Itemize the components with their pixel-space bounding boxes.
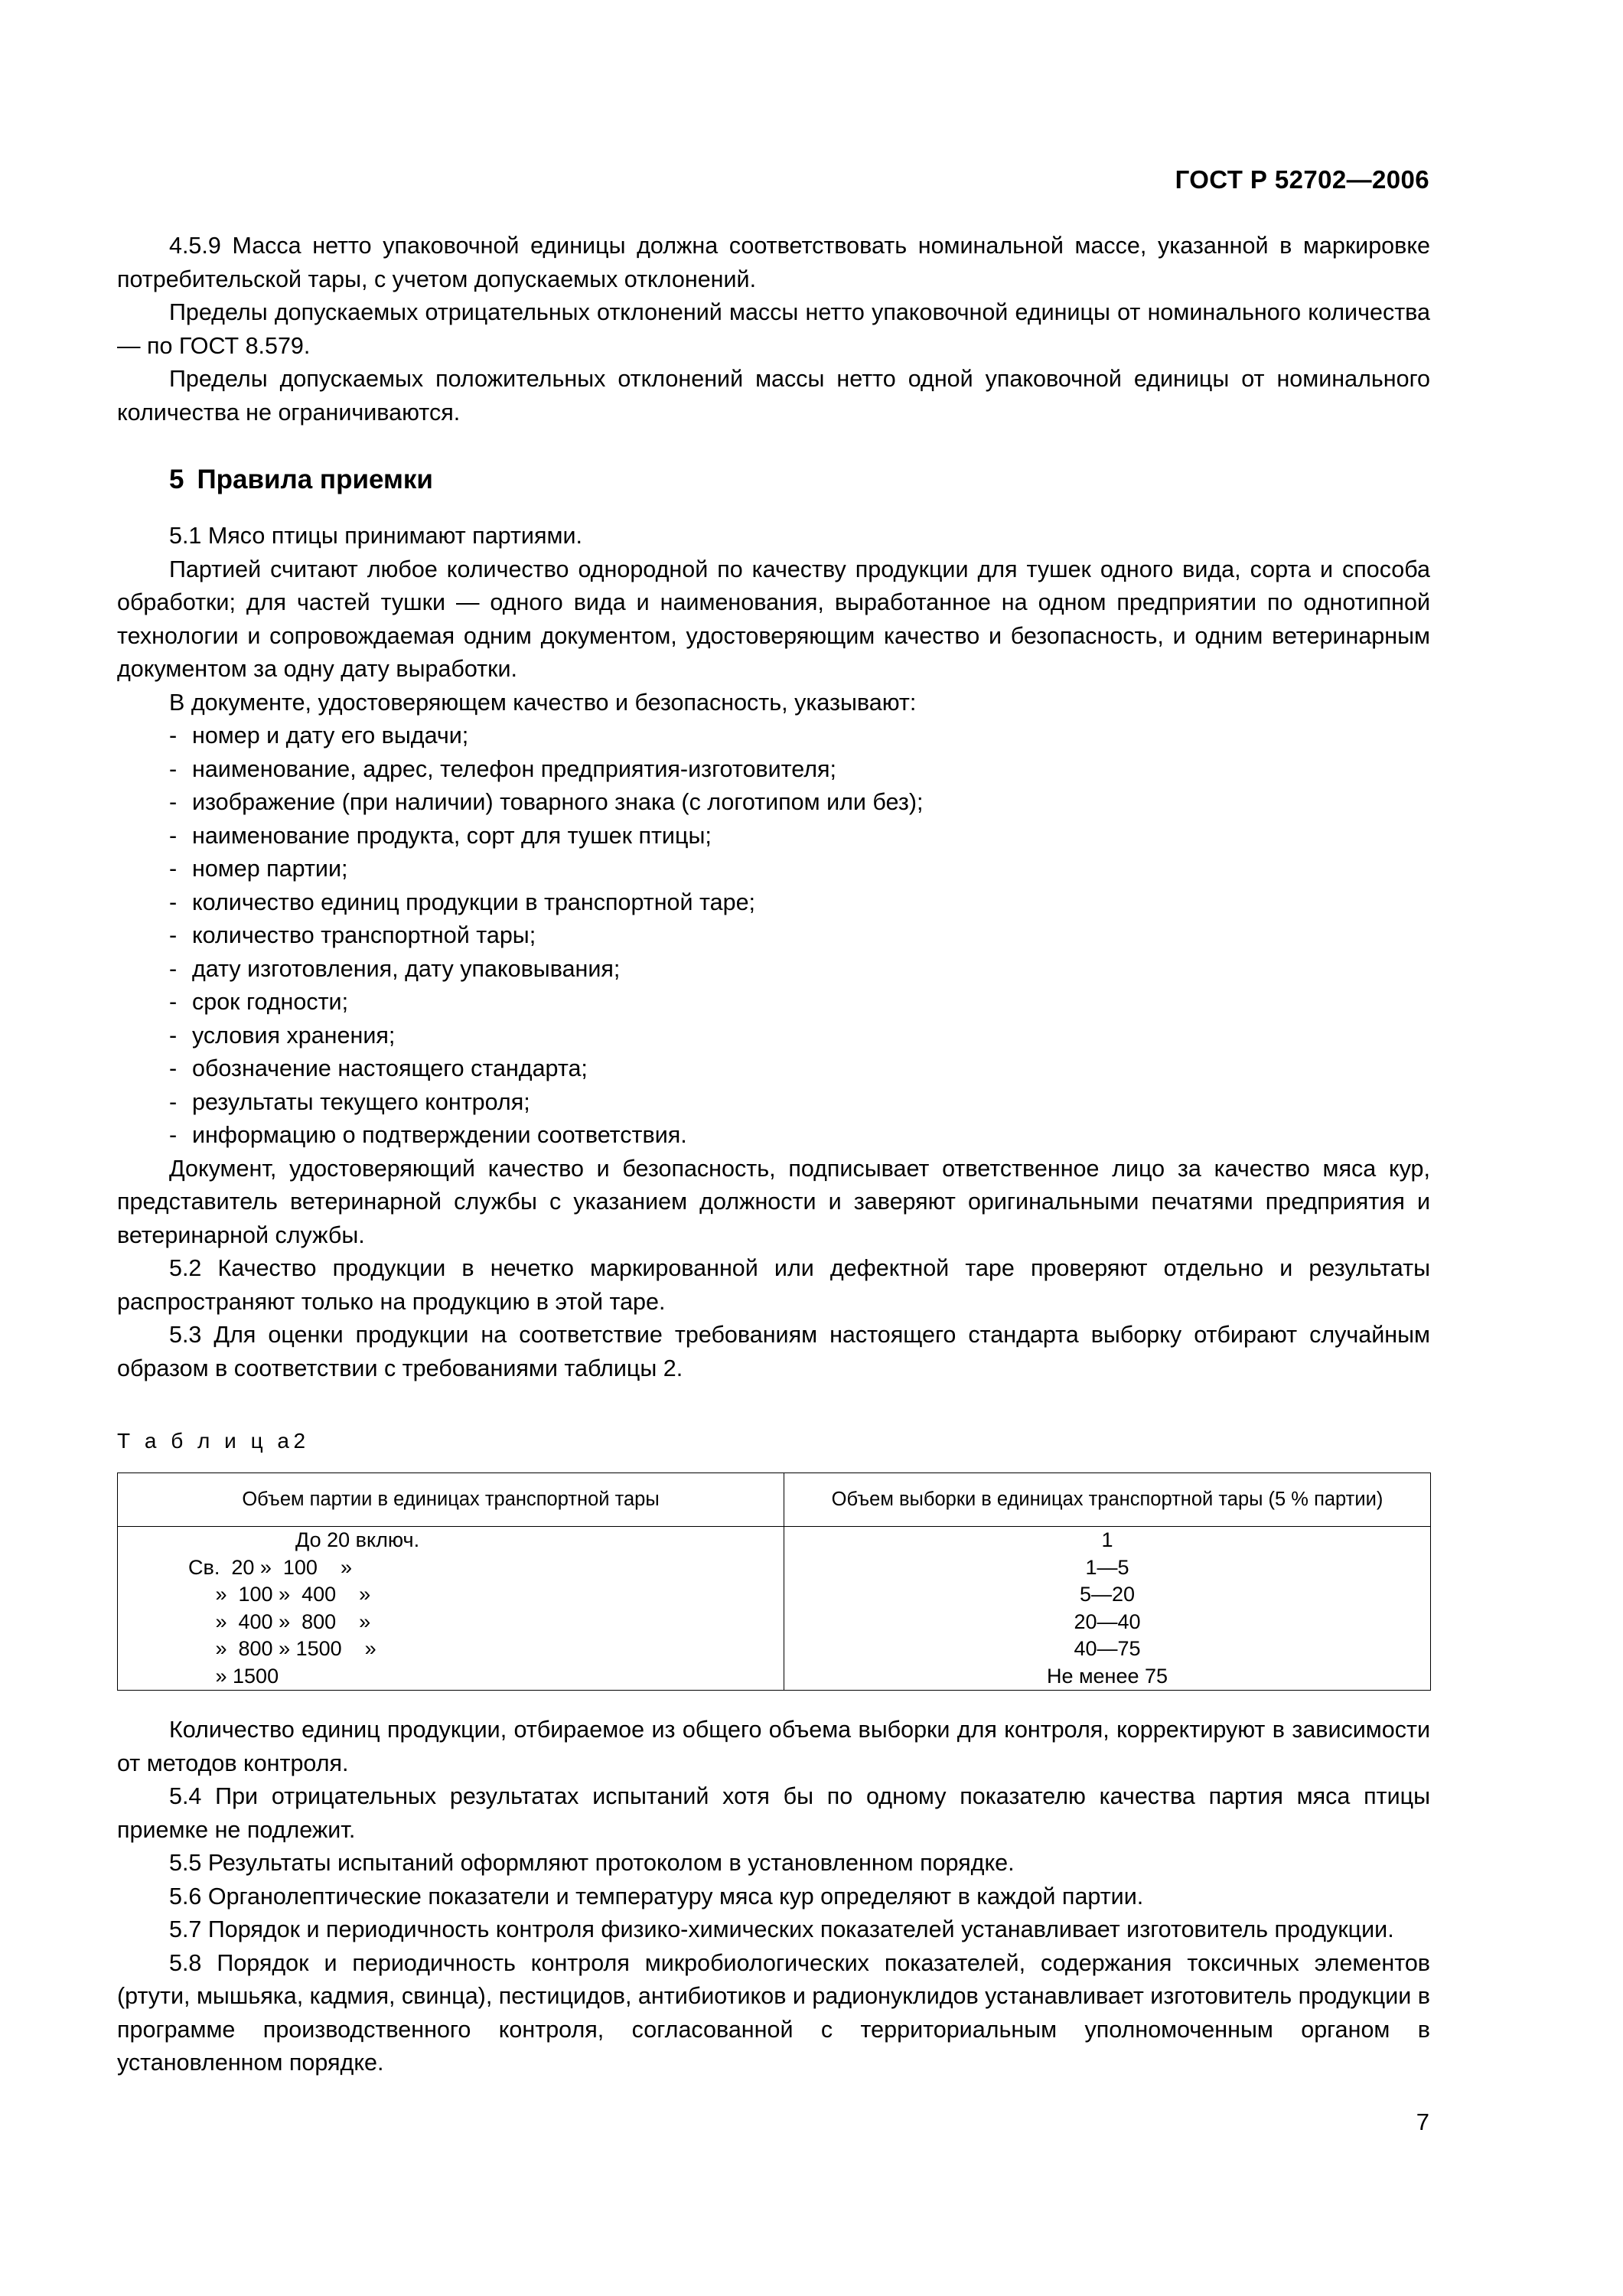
- section-5-number: 5: [169, 465, 184, 494]
- lot-volume-value: » 400 » 800 »: [210, 1609, 371, 1633]
- list-item-label: изображение (при наличии) товарного знака (с логотипом или без);: [192, 789, 924, 815]
- page-body: [117, 230, 1430, 2080]
- list-item: [117, 1119, 1430, 1153]
- list-item: [117, 1086, 1430, 1120]
- sample-volume-value: 1—5: [1085, 1555, 1129, 1579]
- dash-bullet-icon: -: [169, 755, 178, 782]
- table-body: [118, 1527, 1431, 1691]
- list-item-label: номер партии;: [192, 856, 348, 882]
- list-item-label: обозначение настоящего стандарта;: [192, 1055, 588, 1081]
- sample-volume-value: Не менее 75: [1046, 1664, 1168, 1688]
- dash-bullet-icon: -: [169, 989, 178, 1015]
- clause-5-1-list-lead-in: В документе, удостоверяющем качество и безопасность, указывают:: [169, 689, 917, 716]
- list-item: [117, 1019, 1430, 1053]
- list-item-label: наименование продукта, сорт для тушек птицы;: [192, 822, 712, 849]
- list-item-label: количество транспортной тары;: [192, 922, 536, 948]
- page-number: 7: [1416, 2108, 1429, 2135]
- clause-5-4-paragraph: 5.4 При отрицательных результатах испытаний хотя бы по одному показателю качества партия мяса птицы приемке не подлежит.: [117, 1783, 1430, 1843]
- list-item-label: срок годности;: [192, 989, 349, 1015]
- section-5-title: Правила приемки: [197, 465, 433, 494]
- list-item: [117, 719, 1430, 753]
- list-item: [117, 1052, 1430, 1086]
- list-item: [117, 886, 1430, 920]
- column-header-sample-volume: Объем выборки в единицах транспортной тары (5 % партии): [784, 1473, 1431, 1527]
- dash-bullet-icon: -: [169, 789, 178, 815]
- clause-4-5-9-paragraph-2: Пределы допускаемых отрицательных отклонений массы нетто упаковочной единицы от номинального количества — по ГОСТ 8.579.: [117, 299, 1430, 359]
- list-item: [117, 853, 1430, 886]
- clause-5-1-paragraph-2: Партией считают любое количество однородной по качеству продукции для тушек одного вида, сорта и способа обработки; для частей тушки — одного вида и наименования, выработанное на одном предприятии по однотипной технологии и сопровождаемая одним документом, удостоверяющим качество и безопасность, и одним ветеринарным документом за одну дату выработки.: [117, 556, 1430, 682]
- section-5-heading: [117, 463, 1430, 497]
- table-caption-label: Т а б л и ц а: [117, 1429, 294, 1453]
- column-header-lot-volume: Объем партии в единицах транспортной тары: [118, 1473, 784, 1527]
- table-header: [118, 1473, 1431, 1527]
- clause-5-1-paragraph-3: Документ, удостоверяющий качество и безопасность, подписывает ответственное лицо за качество мяса кур, представитель ветеринарной службы с указанием должности и заверяют оригинальными печатями предприятия и ветеринарной службы.: [117, 1155, 1430, 1248]
- dash-bullet-icon: -: [169, 889, 178, 915]
- lot-volume-value: » 100 » 400 »: [210, 1583, 371, 1606]
- dash-bullet-icon: -: [169, 722, 178, 748]
- clause-5-7-paragraph: 5.7 Порядок и периодичность контроля физико-химических показателей устанавливает изготовитель продукции.: [169, 1916, 1394, 1942]
- lot-volume-value: » 800 » 1500 »: [210, 1637, 376, 1660]
- running-header-standard-number: ГОСТ Р 52702—2006: [1175, 165, 1429, 194]
- clause-5-8-paragraph: 5.8 Порядок и периодичность контроля микробиологических показателей, содержания токсичных элементов (ртути, мышьяка, кадмия, свинца), пестицидов, антибиотиков и радионуклидов устанавливает изготовитель продукции в программе производственного контроля, согласованной с территориальным уполномоченным органом в установленном порядке.: [117, 1949, 1430, 2076]
- dash-bullet-icon: -: [169, 922, 178, 948]
- heading-spacer: [117, 497, 1430, 520]
- dash-bullet-icon: -: [169, 822, 178, 849]
- table-header-row: [118, 1473, 1431, 1527]
- table-caption-number: 2: [293, 1429, 306, 1453]
- paragraph-after-table-2: Количество единиц продукции, отбираемое из общего объема выборки для контроля, корректируют в зависимости от методов контроля.: [117, 1717, 1430, 1776]
- list-item-label: количество единиц продукции в транспортной таре;: [192, 889, 756, 915]
- sample-volume-value: 40—75: [1074, 1637, 1141, 1660]
- cell-lot-volume-list: [118, 1527, 784, 1691]
- list-item: [117, 986, 1430, 1019]
- list-item-label: дату изготовления, дату упаковывания;: [192, 955, 621, 982]
- list-item-label: результаты текущего контроля;: [192, 1088, 530, 1115]
- clause-5-2-paragraph: 5.2 Качество продукции в нечетко маркированной или дефектной таре проверяют отдельно и результаты распространяют только на продукцию в этой таре.: [117, 1255, 1430, 1315]
- lot-volume-value: Св. 20 » 100 »: [188, 1555, 352, 1579]
- list-item: [117, 753, 1430, 787]
- list-item: [117, 820, 1430, 853]
- sample-volume-value: 20—40: [1074, 1609, 1141, 1633]
- lot-volume-value: До 20 включ.: [295, 1528, 420, 1551]
- table-2-caption: [117, 1428, 1430, 1454]
- dash-bullet-icon: -: [169, 1022, 178, 1049]
- sample-volume-value: 5—20: [1079, 1583, 1136, 1606]
- cell-sample-volume-list: [784, 1527, 1431, 1691]
- clause-5-6-paragraph: 5.6 Органолептические показатели и температуру мяса кур определяют в каждой партии.: [169, 1883, 1144, 1910]
- clause-5-5-paragraph: 5.5 Результаты испытаний оформляют протоколом в установленном порядке.: [169, 1850, 1015, 1876]
- list-item-label: условия хранения;: [192, 1022, 396, 1049]
- list-item: [117, 786, 1430, 820]
- document-requirements-list: [117, 719, 1430, 1153]
- table-row: [118, 1527, 1431, 1691]
- list-item-label: номер и дату его выдачи;: [192, 722, 469, 748]
- table-2-sampling: [117, 1473, 1431, 1691]
- list-item: [117, 953, 1430, 987]
- dash-bullet-icon: -: [169, 1055, 178, 1081]
- list-item: [117, 919, 1430, 953]
- clause-4-5-9-paragraph-1: 4.5.9 Масса нетто упаковочной единицы должна соответствовать номинальной массе, указанной в маркировке потребительской тары, с учетом допускаемых отклонений.: [117, 233, 1430, 292]
- lot-volume-value: » 1500: [210, 1664, 279, 1688]
- sample-volume-value: 1: [1101, 1528, 1113, 1551]
- clause-4-5-9-paragraph-3: Пределы допускаемых положительных отклонений массы нетто одной упаковочной единицы от номинального количества не ограничиваются.: [117, 366, 1430, 426]
- dash-bullet-icon: -: [169, 856, 178, 882]
- list-item-label: информацию о подтверждении соответствия.: [192, 1122, 687, 1148]
- clause-5-1-paragraph-1: 5.1 Мясо птицы принимают партиями.: [169, 523, 582, 549]
- dash-bullet-icon: -: [169, 955, 178, 982]
- dash-bullet-icon: -: [169, 1088, 178, 1115]
- dash-bullet-icon: -: [169, 1122, 178, 1148]
- clause-5-3-paragraph: 5.3 Для оценки продукции на соответствие требованиям настоящего стандарта выборку отбирают случайным образом в соответствии с требованиями таблицы 2.: [117, 1322, 1430, 1381]
- list-item-label: наименование, адрес, телефон предприятия-изготовителя;: [192, 755, 837, 782]
